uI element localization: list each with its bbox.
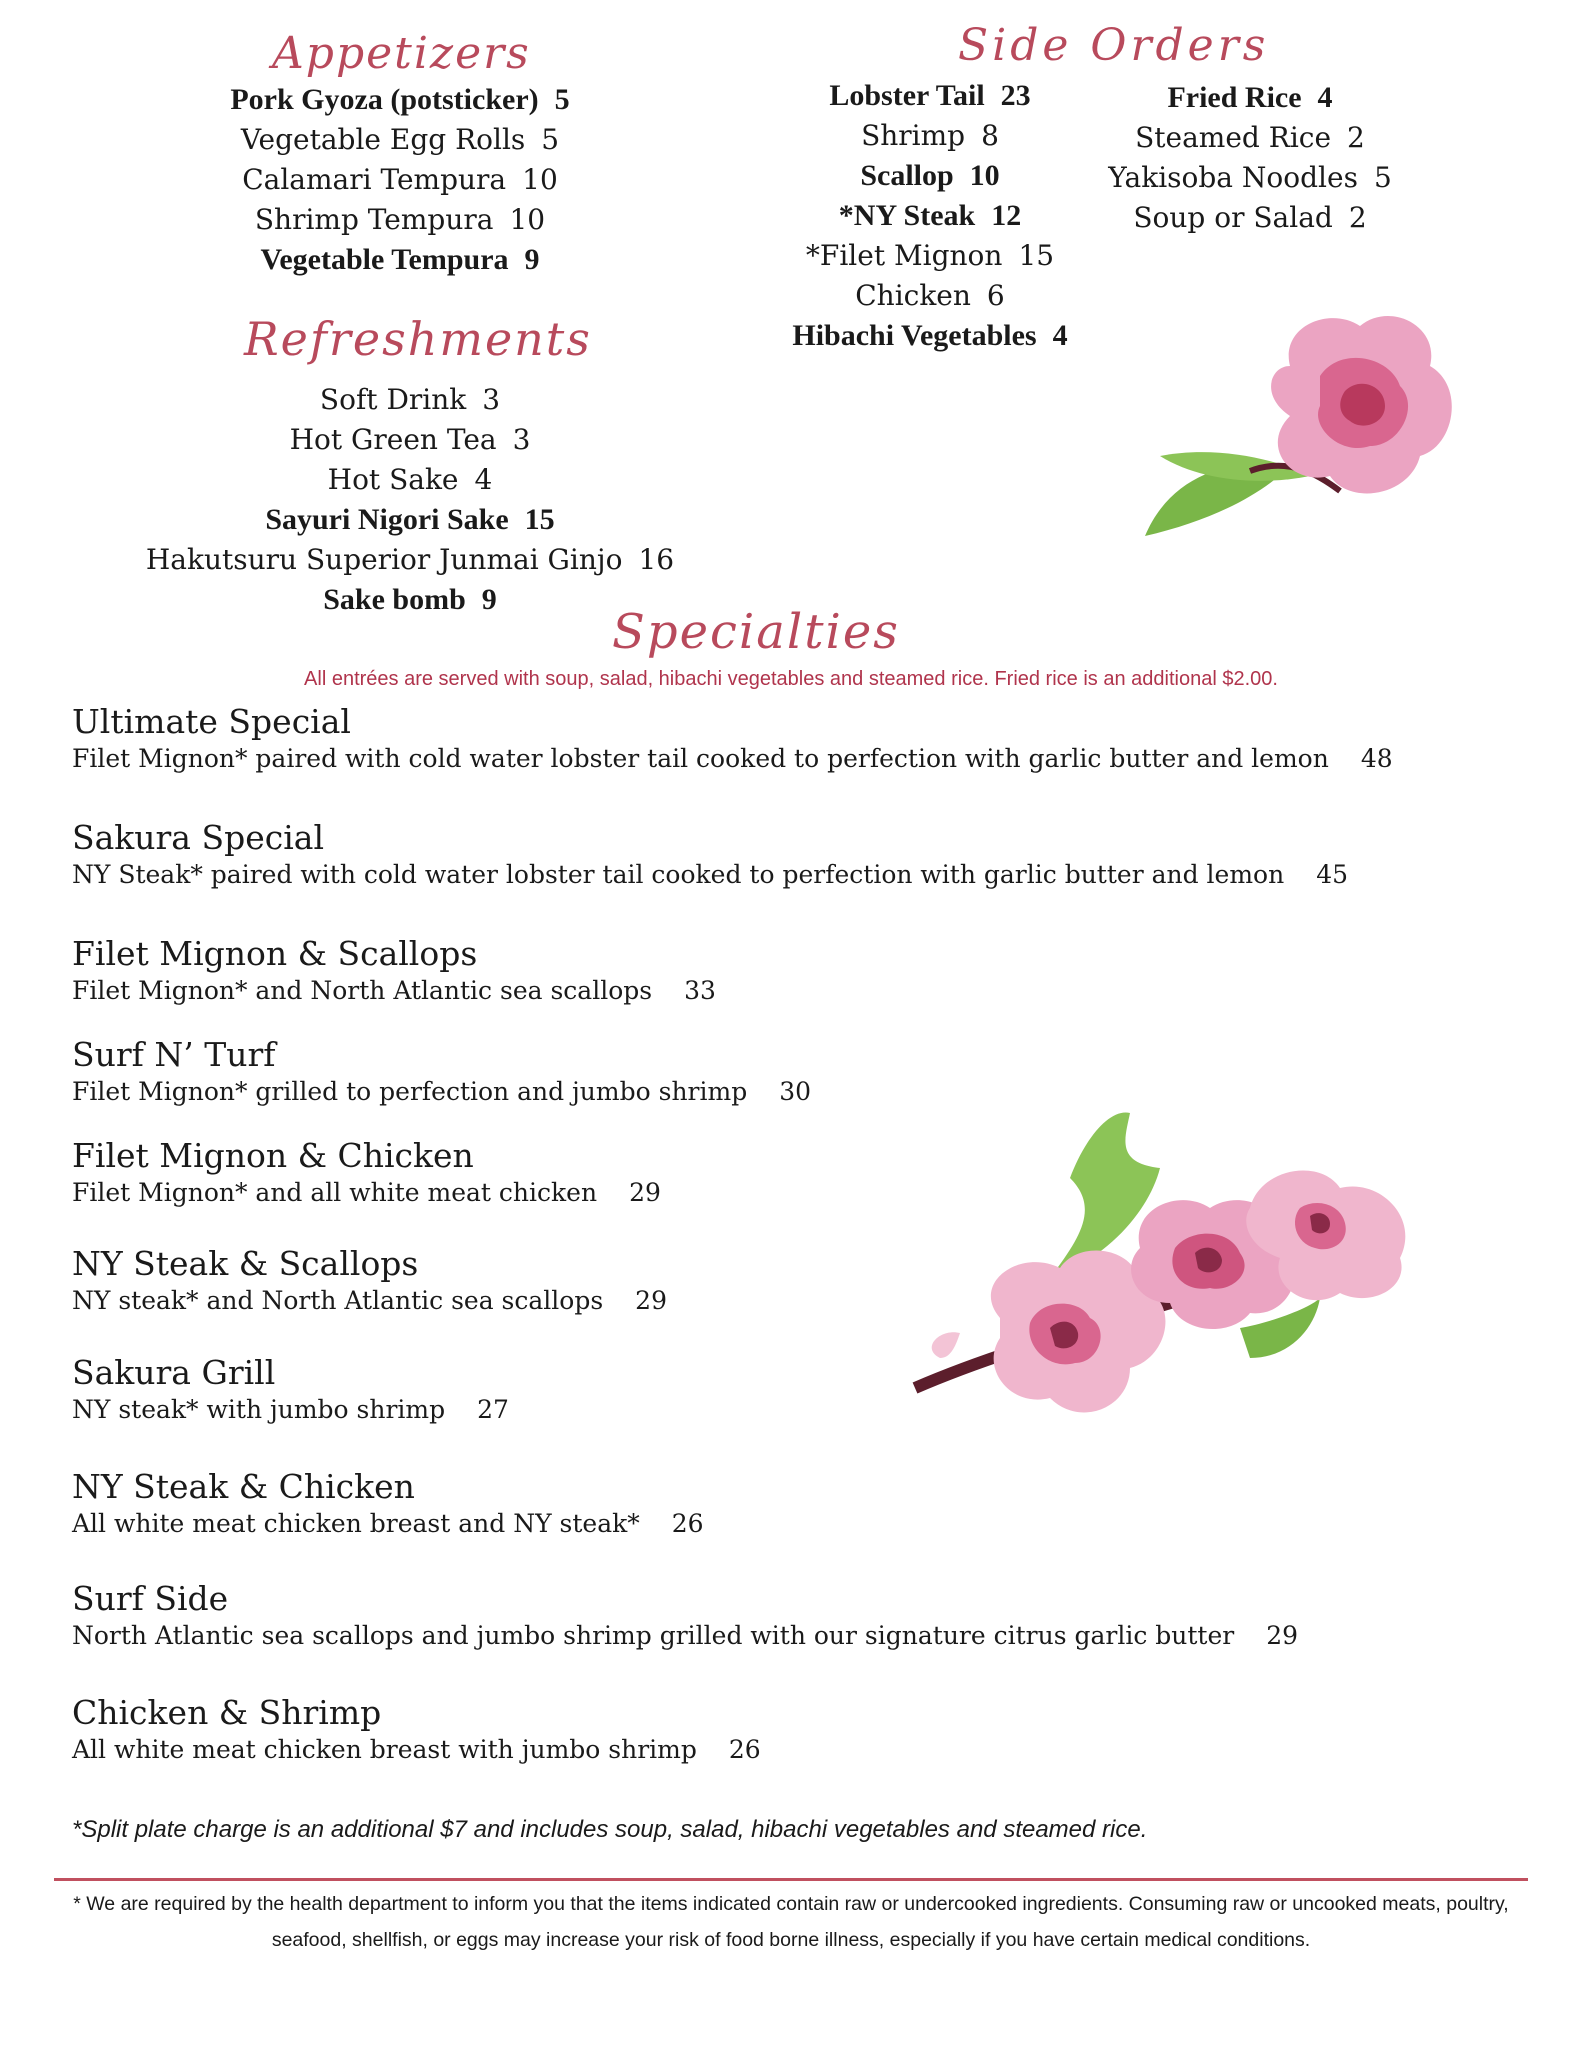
- menu-item-price: 23: [1000, 79, 1031, 112]
- menu-item-name: Sayuri Nigori Sake: [265, 503, 509, 536]
- menu-item-price: 3: [482, 383, 501, 416]
- menu-item: [760, 276, 1100, 316]
- specialty-price: 27: [477, 1395, 509, 1424]
- menu-item-name: Fried Rice: [1167, 81, 1302, 114]
- specialty-price: 30: [779, 1077, 812, 1106]
- menu-item: [200, 120, 600, 160]
- specialty-desc-text: NY steak* and North Atlantic sea scallops: [72, 1286, 604, 1315]
- menu-item: [760, 236, 1100, 276]
- specialty-description: [72, 1075, 811, 1109]
- menu-item-name: *NY Steak: [838, 199, 976, 232]
- menu-item-name: Scallop: [860, 159, 954, 192]
- specialty-item: [72, 702, 1393, 776]
- menu-item: [200, 160, 600, 200]
- menu-item-name: Soft Drink: [319, 383, 467, 416]
- divider: [54, 1878, 1528, 1881]
- menu-item-name: Hibachi Vegetables: [792, 319, 1037, 352]
- specialty-item: [72, 1244, 667, 1318]
- specialties-heading: Specialties: [612, 604, 900, 660]
- specialty-description: [72, 1176, 661, 1210]
- specialty-item: [72, 1353, 509, 1427]
- specialty-description: [72, 974, 716, 1008]
- menu-item-name: *Filet Mignon: [805, 239, 1003, 272]
- menu-item-price: 4: [1052, 319, 1068, 352]
- specialty-desc-text: NY Steak* paired with cold water lobster tail cooked to perfection with garlic butter and lemon: [72, 860, 1285, 889]
- menu-item-name: Soup or Salad: [1133, 201, 1333, 234]
- specialty-desc-text: Filet Mignon* grilled to perfection and jumbo shrimp: [72, 1077, 748, 1106]
- refreshments-heading: Refreshments: [244, 312, 592, 366]
- menu-item: [200, 80, 600, 120]
- specialty-price: 29: [635, 1286, 667, 1315]
- menu-item-price: 10: [522, 163, 558, 196]
- menu-item: [130, 460, 690, 500]
- specialty-price: 26: [671, 1509, 704, 1538]
- menu-item: [130, 500, 690, 540]
- specialty-description: [72, 742, 1393, 776]
- menu-item-price: 4: [1317, 81, 1333, 114]
- side-orders-heading: Side Orders: [958, 20, 1270, 71]
- specialty-price: 29: [1266, 1621, 1299, 1650]
- specialty-item: [72, 1136, 661, 1210]
- menu-item: [1100, 118, 1400, 158]
- specialty-description: [72, 1619, 1298, 1653]
- specialty-desc-text: North Atlantic sea scallops and jumbo shrimp grilled with our signature citrus garlic butter: [72, 1621, 1235, 1650]
- specialty-price: 29: [629, 1178, 661, 1207]
- specialty-desc-text: All white meat chicken breast and NY steak*: [72, 1509, 640, 1538]
- menu-item: [130, 380, 690, 420]
- specialty-description: [72, 1284, 667, 1318]
- side-orders-left-list: [760, 76, 1100, 356]
- specialty-name: Sakura Special: [72, 818, 324, 857]
- menu-item: [130, 540, 690, 580]
- menu-item-name: Shrimp Tempura: [254, 203, 494, 236]
- menu-item-price: 8: [981, 119, 999, 152]
- menu-item-name: Shrimp: [861, 119, 966, 152]
- menu-item-price: 12: [991, 199, 1022, 232]
- specialty-name: Filet Mignon & Chicken: [72, 1136, 474, 1175]
- menu-item: [760, 316, 1100, 356]
- refreshments-list: [130, 380, 690, 620]
- specialty-name: Ultimate Special: [72, 702, 351, 741]
- menu-item-price: 2: [1348, 201, 1367, 234]
- menu-item-name: Sake bomb: [323, 583, 466, 616]
- menu-item-price: 9: [481, 583, 497, 616]
- menu-item-price: 4: [474, 463, 493, 496]
- menu-item-price: 16: [638, 543, 675, 576]
- specialty-description: [72, 1393, 509, 1427]
- specialty-name: Sakura Grill: [72, 1353, 276, 1392]
- menu-item-price: 15: [1018, 239, 1055, 272]
- specialty-description: [72, 1507, 704, 1541]
- appetizers-heading: Appetizers: [272, 28, 531, 79]
- menu-item: [130, 580, 690, 620]
- menu-item-name: Chicken: [855, 279, 971, 312]
- menu-item: [130, 420, 690, 460]
- menu-item: [760, 196, 1100, 236]
- specialty-item: [72, 1579, 1298, 1653]
- menu-item-name: Calamari Tempura: [242, 163, 507, 196]
- menu-item-price: 5: [541, 123, 560, 156]
- specialty-name: Filet Mignon & Scallops: [72, 934, 478, 973]
- menu-item-price: 5: [554, 83, 570, 116]
- menu-item: [1100, 78, 1400, 118]
- menu-item-price: 3: [512, 423, 531, 456]
- menu-item-price: 10: [509, 203, 546, 236]
- specialties-note: All entrées are served with soup, salad, hibachi vegetables and steamed rice. Fried rice is an additional $2.00.: [304, 668, 1278, 690]
- specialty-name: Surf Side: [72, 1579, 229, 1618]
- specialty-name: Surf N’ Turf: [72, 1035, 276, 1074]
- side-orders-right-list: [1100, 78, 1400, 238]
- menu-item-name: Hot Green Tea: [289, 423, 497, 456]
- menu-item-name: Pork Gyoza (potsticker): [230, 83, 539, 116]
- menu-item-price: 6: [986, 279, 1005, 312]
- menu-item: [760, 116, 1100, 156]
- menu-item-name: Vegetable Tempura: [260, 243, 509, 276]
- menu-item: [760, 76, 1100, 116]
- specialty-price: 33: [684, 976, 716, 1005]
- specialty-name: Chicken & Shrimp: [72, 1693, 382, 1732]
- specialty-desc-text: Filet Mignon* and North Atlantic sea scallops: [72, 976, 653, 1005]
- specialty-desc-text: NY steak* with jumbo shrimp: [72, 1395, 446, 1424]
- specialty-item: [72, 1693, 761, 1767]
- specialty-item: [72, 1035, 811, 1109]
- menu-item-price: 9: [524, 243, 540, 276]
- split-plate-note: *Split plate charge is an additional $7 and includes soup, salad, hibachi vegetables and steamed rice.: [72, 1816, 1148, 1843]
- specialty-desc-text: Filet Mignon* and all white meat chicken: [72, 1178, 598, 1207]
- specialty-description: [72, 1733, 761, 1767]
- menu-item-price: 10: [969, 159, 1000, 192]
- appetizers-list: [200, 80, 600, 280]
- menu-item: [200, 240, 600, 280]
- menu-item: [760, 156, 1100, 196]
- specialty-name: NY Steak & Scallops: [72, 1244, 419, 1283]
- menu-item-name: Steamed Rice: [1135, 121, 1332, 154]
- menu-item-price: 5: [1373, 161, 1392, 194]
- cherry-blossom-branch-icon: [910, 1108, 1430, 1448]
- specialty-desc-text: All white meat chicken breast with jumbo shrimp: [72, 1735, 697, 1764]
- cherry-blossom-icon: [1140, 306, 1460, 556]
- menu-item-name: Hot Sake: [327, 463, 459, 496]
- menu-item-name: Vegetable Egg Rolls: [240, 123, 526, 156]
- specialty-price: 26: [728, 1735, 761, 1764]
- specialty-price: 48: [1360, 744, 1393, 773]
- specialty-item: [72, 934, 716, 1008]
- menu-item-price: 2: [1347, 121, 1365, 154]
- specialty-description: [72, 858, 1348, 892]
- specialty-name: NY Steak & Chicken: [72, 1467, 415, 1506]
- specialty-item: [72, 1467, 704, 1541]
- menu-item-name: Lobster Tail: [829, 79, 985, 112]
- menu-item: [1100, 198, 1400, 238]
- menu-item-price: 15: [524, 503, 555, 536]
- specialty-item: [72, 818, 1348, 892]
- specialty-desc-text: Filet Mignon* paired with cold water lobster tail cooked to perfection with garlic butter and lemon: [72, 744, 1329, 773]
- health-warning: * We are required by the health department to inform you that the items indicated contain raw or undercooked ingredients. Consuming raw or uncooked meats, poultry, seafood, shellfish, or eggs may increase your risk of food borne illness, especially if you have certain medical conditions.: [73, 1893, 1509, 1951]
- menu-item: [200, 200, 600, 240]
- specialty-price: 45: [1316, 860, 1349, 889]
- menu-item-name: Hakutsuru Superior Junmai Ginjo: [145, 543, 623, 576]
- menu-item: [1100, 158, 1400, 198]
- menu-item-name: Yakisoba Noodles: [1108, 161, 1358, 194]
